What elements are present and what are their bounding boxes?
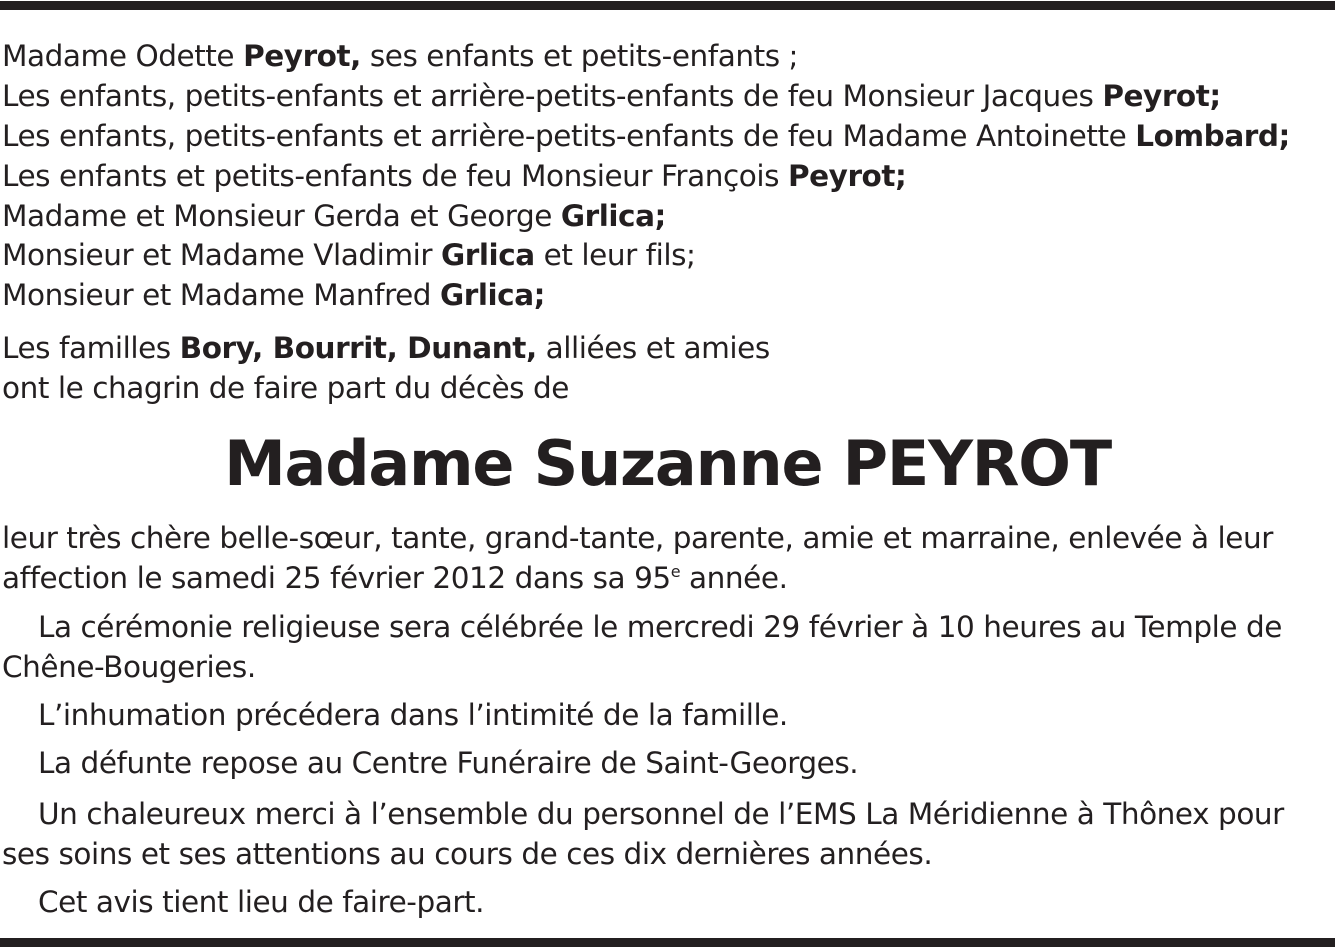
family-line-7 (2, 275, 545, 315)
family-line-3 (2, 116, 1290, 156)
family-line-1 (2, 36, 798, 76)
family-line-5-text: Madame et Monsieur Gerda et George (2, 199, 561, 233)
deceased-name-heading: Madame Suzanne PEYROT (224, 427, 1111, 500)
family-line-4-name: Peyrot; (787, 159, 907, 193)
rest-location-paragraph: La défunte repose au Centre Funéraire de Saint-Georges. (38, 746, 859, 780)
family-line-4 (2, 156, 906, 196)
family-line-4-text: Les enfants et petits-enfants de feu Monsieur François (2, 159, 788, 193)
bottom-border-rule (0, 938, 1335, 947)
description-line-2 (2, 558, 788, 598)
family-line-1-tail: ses enfants et petits-enfants ; (360, 39, 799, 73)
thanks-paragraph-line-2: ses soins et ses attentions au cours de ces dix dernières années. (2, 837, 933, 871)
family-line-7-name: Grlica; (440, 278, 546, 312)
description-line-2-tail: année. (680, 561, 788, 595)
thanks-paragraph-line-1: Un chaleureux merci à l’ensemble du personnel de l’EMS La Méridienne à Thônex pour (38, 797, 1284, 831)
family-line-2 (2, 76, 1221, 116)
allied-families-text: Les familles (2, 331, 180, 365)
family-line-6-name: Grlica (441, 238, 535, 272)
burial-paragraph: L’inhumation précédera dans l’intimité de la famille. (38, 698, 788, 732)
family-line-7-text: Monsieur et Madame Manfred (2, 278, 440, 312)
family-line-5 (2, 196, 666, 236)
allied-families-tail: alliées et amies (536, 331, 770, 365)
family-line-2-name: Peyrot; (1102, 79, 1221, 113)
ordinal-superscript: e (670, 562, 681, 582)
description-line-1: leur très chère belle-sœur, tante, grand-tante, parente, amie et marraine, enlevée à leur (2, 521, 1273, 555)
announcement-line: ont le chagrin de faire part du décès de (2, 371, 569, 405)
top-border-rule (0, 1, 1335, 10)
family-line-1-text: Madame Odette (2, 39, 244, 73)
allied-families-names: Bory, Bourrit, Dunant, (179, 331, 537, 365)
family-line-3-name: Lombard; (1135, 119, 1290, 153)
family-line-5-name: Grlica; (560, 199, 666, 233)
ceremony-paragraph-line-1: La cérémonie religieuse sera célébrée le mercredi 29 février à 10 heures au Temple de (38, 610, 1283, 644)
ceremony-paragraph-line-2: Chêne-Bougeries. (2, 650, 256, 684)
family-line-2-text: Les enfants, petits-enfants et arrière-petits-enfants de feu Monsieur Jacques (2, 79, 1103, 113)
notice-paragraph: Cet avis tient lieu de faire-part. (38, 885, 485, 919)
family-line-3-text: Les enfants, petits-enfants et arrière-petits-enfants de feu Madame Antoinette (2, 119, 1136, 153)
family-line-1-name: Peyrot, (243, 39, 361, 73)
description-line-2-text: affection le samedi 25 février 2012 dans sa 95 (2, 561, 671, 595)
family-line-6-tail: et leur fils; (534, 238, 696, 272)
family-line-6 (2, 235, 696, 275)
family-line-6-text: Monsieur et Madame Vladimir (2, 238, 442, 272)
allied-families-line (2, 328, 770, 368)
